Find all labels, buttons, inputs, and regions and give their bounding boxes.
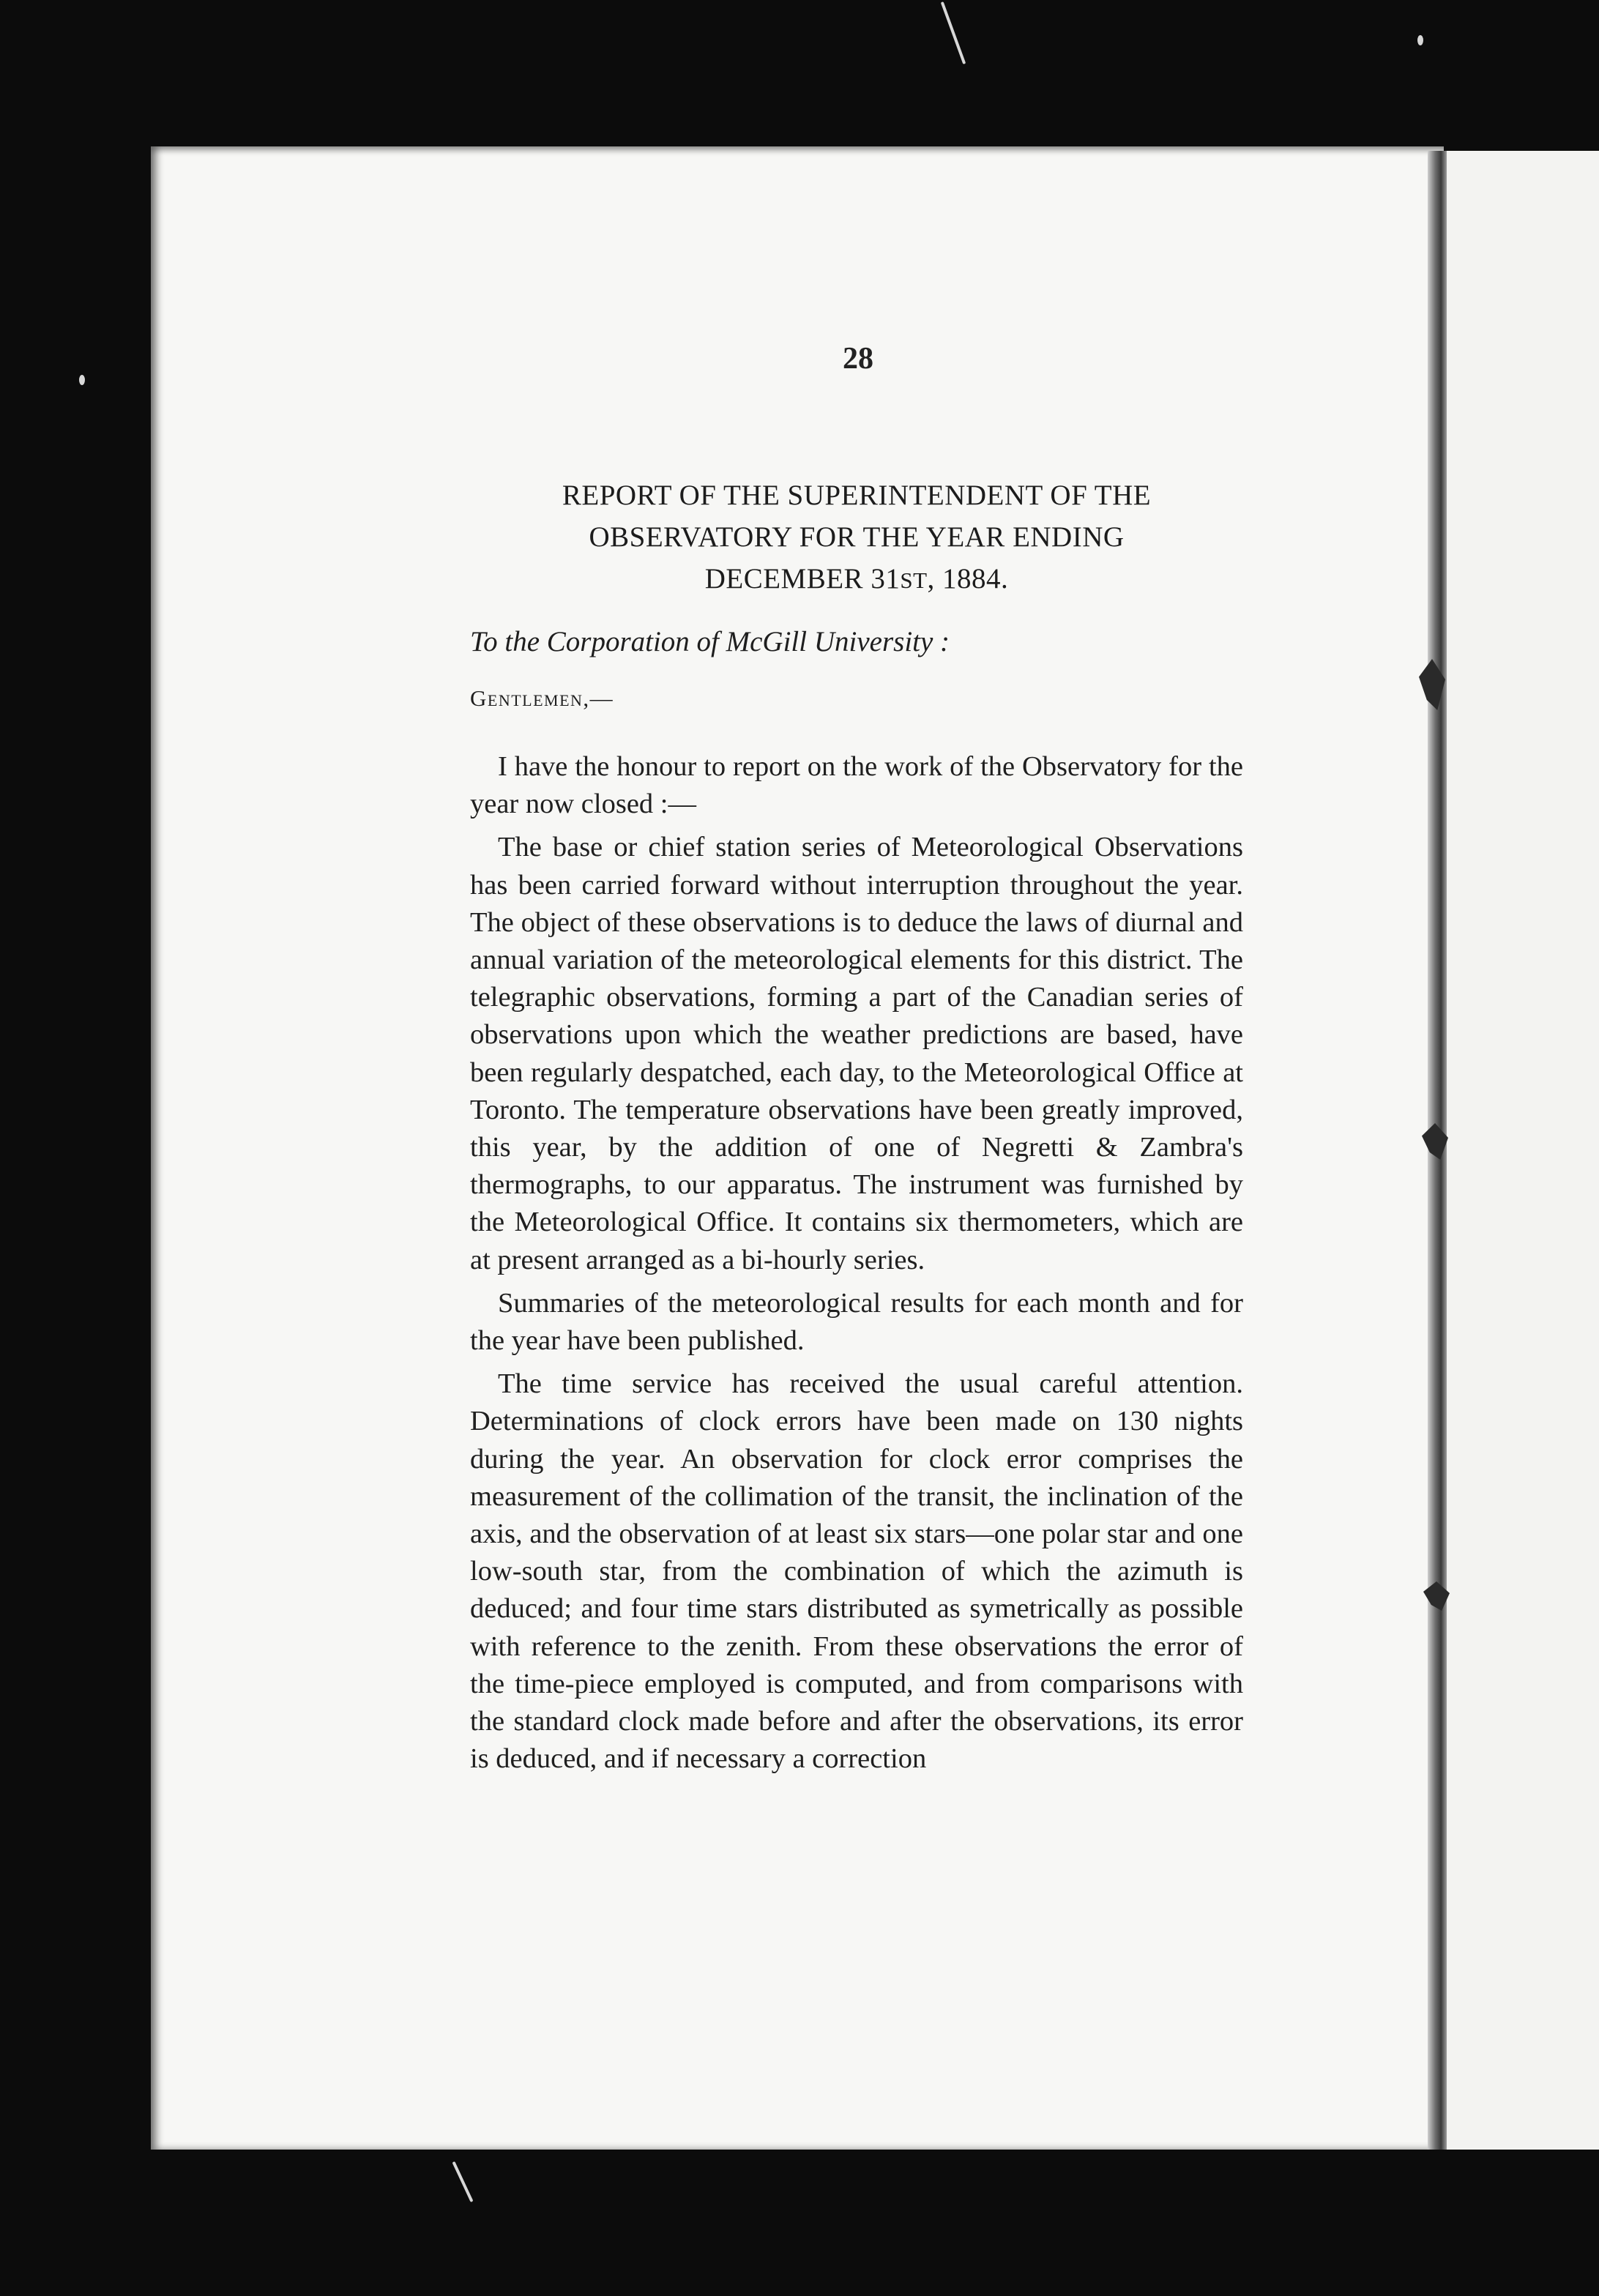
title-date-suffix: ST: [900, 567, 928, 593]
adjacent-page-edge: [1447, 151, 1599, 2150]
report-body: [470, 748, 1243, 1783]
report-title: [469, 474, 1245, 601]
title-line: REPORT OF THE SUPERINTENDENT OF THE: [562, 480, 1152, 511]
scan-speck: [452, 2161, 474, 2202]
salutation: Gentlemen,—: [470, 685, 614, 711]
scan-speck: [1417, 35, 1423, 45]
body-paragraph: Summaries of the meteorological results for each month and for the year have been published.: [470, 1287, 1243, 1357]
body-paragraph: The time service has received the usual careful attention. Determinations of clock errors have been made on 130 nights during the year. An observation for clock error comprises the measurement of the collimation of the transit, the inclination of the axis, and the observation of at least six stars—one polar star and one low-south star, from the combination of which the azimuth is deduced; and four time stars distributed as symetrically as possible with reference to the zenith. From these observations the error of the time-piece employed is computed, and from comparisons with the standard clock made before and after the observations, its error is deduced, and if necessary a correction: [470, 1368, 1243, 1775]
scan-speck: [941, 1, 966, 64]
title-line: [469, 558, 1245, 601]
body-paragraph: I have the honour to report on the work of the Observatory for the year now closed :—: [470, 751, 1243, 820]
title-date: DECEMBER 31: [704, 563, 901, 594]
page-number: 28: [843, 342, 873, 376]
body-paragraph: The base or chief station series of Meteorological Observations has been carried forward without interruption throughout the year. The object of these observations is to deduce the laws of diurnal and annual variation of the meteorological elements for this district. The telegraphic observations, forming a part of the Canadian series of observations upon which the weather predictions are based, have been regularly despatched, each day, to the Meteorological Office at Toronto. The temperature observations have been greatly improved, this year, by the addition of one of Negretti & Zambra's thermographs, to our apparatus. The instrument was furnished by the Meteorological Office. It contains six thermometers, which are at present arranged as a bi-hourly series.: [470, 832, 1243, 1275]
address-line: To the Corporation of McGill University :: [470, 626, 950, 657]
scan-speck: [79, 375, 85, 385]
title-year: , 1884.: [927, 563, 1009, 594]
title-line: OBSERVATORY FOR THE YEAR ENDING: [589, 521, 1125, 553]
